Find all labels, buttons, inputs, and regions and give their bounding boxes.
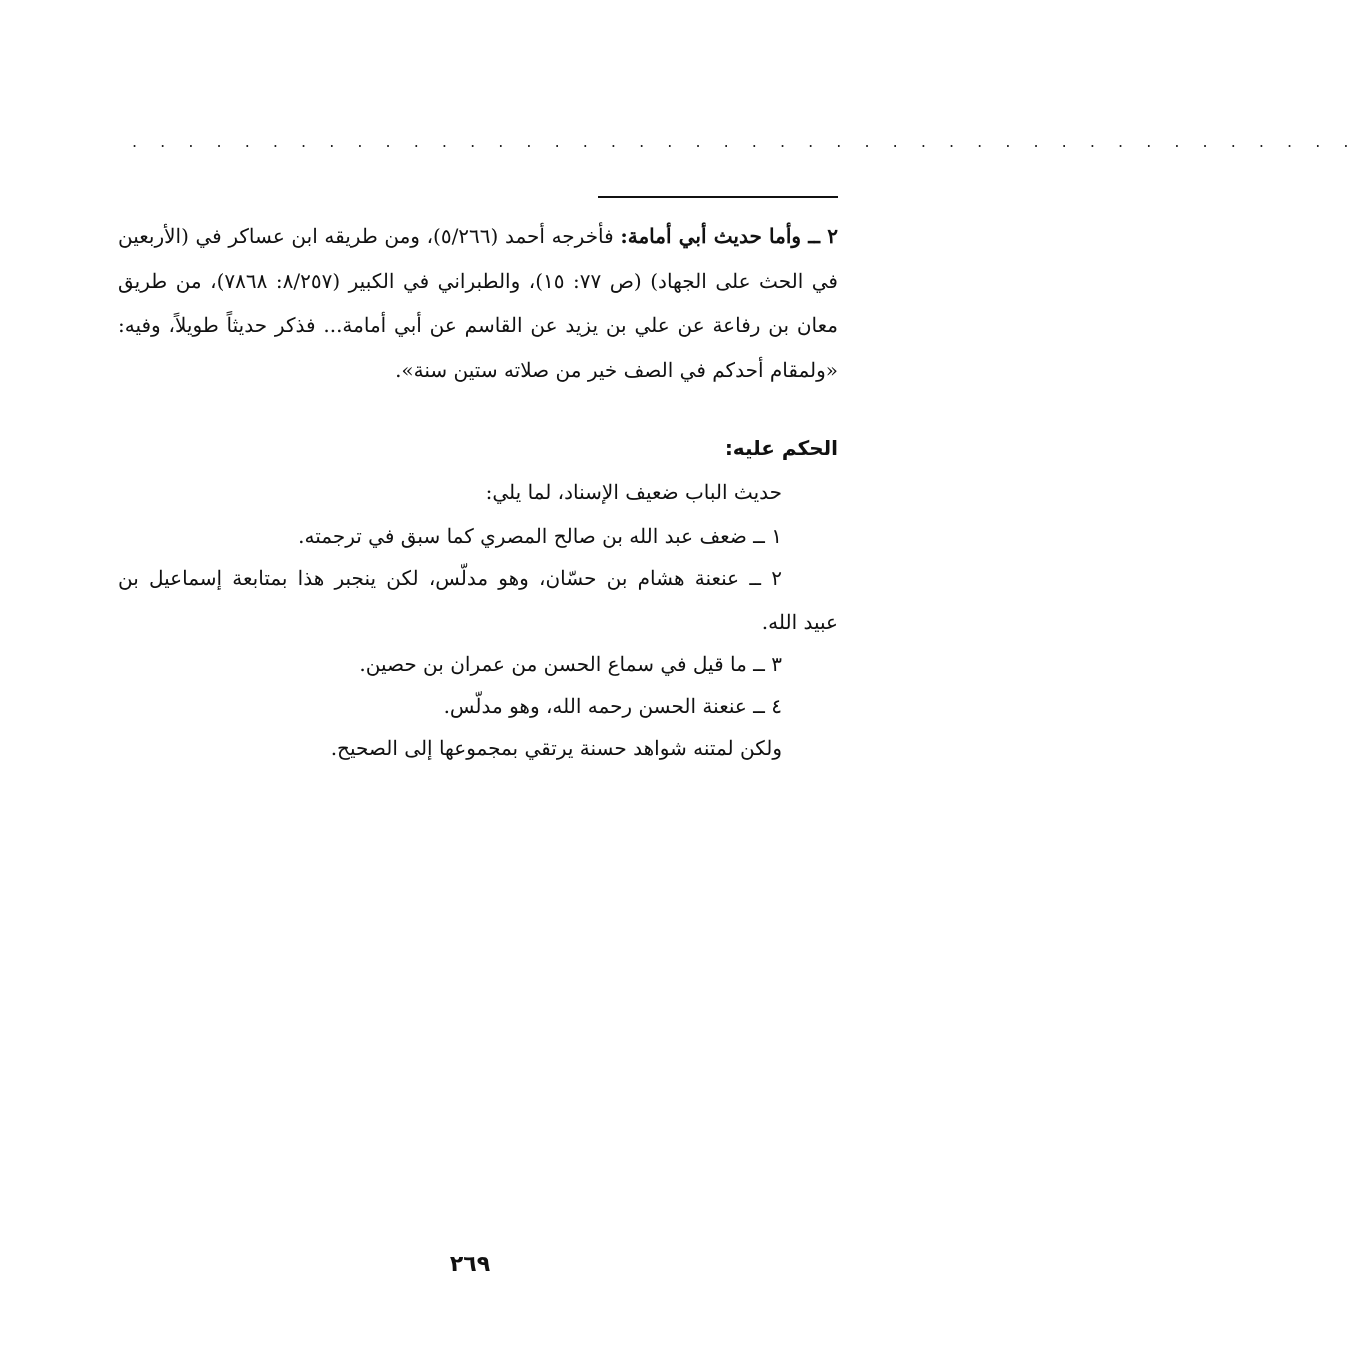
separator-dots: . . . . . . . . . . . . . . . . . . . . . . . . . . . . . . . . . . . . . . . . . . . . bbox=[132, 132, 1357, 151]
ruling-item-2 bbox=[118, 556, 838, 644]
footnote-paragraph bbox=[118, 214, 838, 392]
ruling-heading: الحكم عليه: bbox=[724, 436, 838, 460]
ruling-item-2-line-2: عبيد الله. bbox=[761, 610, 838, 634]
ruling-intro: حديث الباب ضعيف الإسناد، لما يلي: bbox=[485, 480, 782, 504]
footnote-lead: ٢ ــ وأما حديث أبي أمامة: bbox=[620, 224, 838, 248]
footnote-text: فأخرجه أحمد (٥/٢٦٦)، ومن طريقه ابن عساكر في (الأربعين في الحث على الجهاد) (ص ٧٧: ١٥)، والطبراني في الكبير (٨/٢٥٧: ٧٨٦٨)، من طريق معان بن رفاعة عن علي بن يزيد عن القاسم عن أبي أمامة... فذكر حديثاً طويلاً، وفيه: «ولمقام أحدكم في الصف خير من صلاته ستين سنة». bbox=[118, 224, 838, 382]
ruling-item-2-line-1: ٢ ــ عنعنة هشام بن حسّان، وهو مدلّس، لكن ينجبر هذا بمتابعة إسماعيل بن bbox=[118, 566, 782, 590]
ruling-item-3: ٣ ــ ما قيل في سماع الحسن من عمران بن حصين. bbox=[359, 652, 782, 676]
ruling-item-4: ٤ ــ عنعنة الحسن رحمه الله، وهو مدلّس. bbox=[443, 694, 782, 718]
ruling-conclusion: ولكن لمتنه شواهد حسنة يرتقي بمجموعها إلى الصحيح. bbox=[330, 736, 782, 760]
footnote-rule bbox=[598, 196, 838, 198]
page-number: ٢٦٩ bbox=[449, 1252, 491, 1277]
ruling-item-1: ١ ــ ضعف عبد الله بن صالح المصري كما سبق في ترجمته. bbox=[298, 524, 782, 548]
